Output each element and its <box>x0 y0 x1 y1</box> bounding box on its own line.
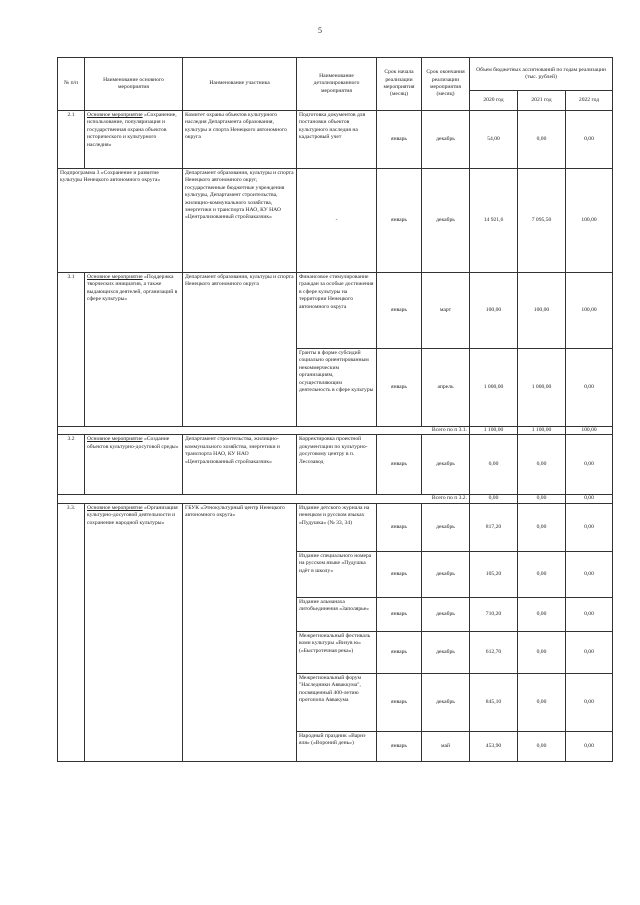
row-num: 3.3. <box>58 503 85 761</box>
end-cell: декабрь <box>422 435 470 495</box>
value-2020: 105,20 <box>470 551 518 597</box>
value-2021: 0,00 <box>518 503 566 551</box>
value-2022: 0,00 <box>566 731 613 761</box>
detail-cell: Гранты в форме субсидий социально ориентированным некоммерческим организациям, осуществляющим деятельность в сфере культуры <box>297 349 377 427</box>
value-2021: 100,00 <box>518 273 566 349</box>
start-cell: январь <box>377 631 422 673</box>
total-row <box>58 427 613 435</box>
end-cell: декабрь <box>422 551 470 597</box>
budget-table <box>57 57 613 762</box>
detail-cell: Издание детского журнала на ненецком и русском языках «Пудушка» (№ 33, 34) <box>297 503 377 551</box>
start-cell: январь <box>377 435 422 495</box>
total-row <box>58 495 613 503</box>
end-cell: март <box>422 273 470 349</box>
value-2020: 710,20 <box>470 597 518 631</box>
main-event-label: Основное мероприятие <box>87 112 143 118</box>
main-event-cell <box>85 273 183 427</box>
main-event-text: «Создание объектов культурно-досуговой среды» <box>87 436 179 450</box>
value-2022: 0,00 <box>566 349 613 427</box>
start-cell: январь <box>377 673 422 731</box>
value-2021: 0,00 <box>518 597 566 631</box>
detail-cell: Народный праздник «Варнэ яля» («Вороний день») <box>297 731 377 761</box>
main-event-label: Основное мероприятие <box>87 504 143 511</box>
total-label: Всего по п 3.1. <box>58 427 470 435</box>
value-2022: 0,00 <box>566 551 613 597</box>
detail-cell: Издание альманаха литобъединения «Заполярье» <box>297 597 377 631</box>
main-event-cell <box>85 503 183 761</box>
value-2020: 612,70 <box>470 631 518 673</box>
header-start: Срок начала реализации мероприятия (месяц) <box>377 58 422 111</box>
participant-cell: Департамент образования, культуры и спорта Ненецкого автономного округа <box>183 273 297 427</box>
value-2021: 0,00 <box>518 111 566 169</box>
participant-cell: Департамент образования, культуры и спорта Ненецкого автономного округ, государственные бюджетные учреждения культуры, Департамент строительства, жилищно-коммунального хозяйства, энергетики и транспорта НАО, КУ НАО «Централизованный стройзаказчик» <box>183 169 297 273</box>
table-row <box>58 169 613 273</box>
start-cell: январь <box>377 349 422 427</box>
value-2021: 0,00 <box>518 435 566 495</box>
value-2022: 100,00 <box>566 169 613 273</box>
row-num: 3.2 <box>58 435 85 495</box>
value-2022: 0,00 <box>566 673 613 731</box>
value-2020: 54,00 <box>470 111 518 169</box>
subprogram-name: Подпрограмма 3 «Сохранение и развитие культуры Ненецкого автономного округа» <box>58 169 183 273</box>
value-2021: 0,00 <box>518 631 566 673</box>
header-num: № п/п <box>58 58 85 111</box>
value-2020: 1 000,00 <box>470 349 518 427</box>
total-2020: 0,00 <box>470 495 518 503</box>
page-number: 5 <box>318 26 322 35</box>
header-main-event: Наименование основного мероприятия <box>85 58 183 111</box>
value-2020: 817,20 <box>470 503 518 551</box>
header-2021: 2021 год <box>518 91 566 111</box>
table-row <box>58 273 613 349</box>
value-2020: 14 921,6 <box>470 169 518 273</box>
value-2021: 0,00 <box>518 551 566 597</box>
start-cell: январь <box>377 111 422 169</box>
end-cell: декабрь <box>422 503 470 551</box>
main-event-cell <box>85 111 183 169</box>
main-event-label: Основное мероприятие <box>87 274 143 280</box>
table-row <box>58 503 613 551</box>
end-cell: май <box>422 731 470 761</box>
value-2020: 453,90 <box>470 731 518 761</box>
header-budget: Объем бюджетных ассигнований по годам реализации (тыс. рублей) <box>470 58 613 91</box>
value-2022: 0,00 <box>566 503 613 551</box>
participant-cell: ГБУК «Этнокультурный центр Ненецкого автономного округа» <box>183 503 297 761</box>
participant-cell: Комитет охраны объектов культурного наследия Департамента образования, культуры и спорта Ненецкого автономного округа <box>183 111 297 169</box>
value-2020: 100,00 <box>470 273 518 349</box>
value-2020: 845,10 <box>470 673 518 731</box>
end-cell: декабрь <box>422 673 470 731</box>
end-cell: декабрь <box>422 631 470 673</box>
total-2022: 0,00 <box>566 495 613 503</box>
end-cell: апрель <box>422 349 470 427</box>
start-cell: январь <box>377 169 422 273</box>
total-2021: 0,00 <box>518 495 566 503</box>
start-cell: январь <box>377 503 422 551</box>
detail-cell: Финансовое стимулирование граждан за особые достижения в сфере культуры на территории Ненецкого автономного округа <box>297 273 377 349</box>
total-2022: 100,00 <box>566 427 613 435</box>
start-cell: январь <box>377 273 422 349</box>
value-2022: 0,00 <box>566 435 613 495</box>
participant-cell: Департамент строительства, жилищно-коммунального хозяйства, энергетики и транспорта НАО, КУ НАО «Централизованный стройзаказчик» <box>183 435 297 495</box>
header-2020: 2020 год <box>470 91 518 111</box>
detail-cell: Издание специального номера на русском языке «Пудушка идёт в школу» <box>297 551 377 597</box>
value-2021: 1 000,00 <box>518 349 566 427</box>
detail-cell: Подготовка документов для постановки объектов культурного наследия на кадастровый учет <box>297 111 377 169</box>
end-cell: декабрь <box>422 111 470 169</box>
main-event-cell <box>85 435 183 495</box>
main-event-text: «Поддержка творческих инициатив, а также выдающихся деятелей, организаций в сфере культуры» <box>87 274 178 303</box>
header-detail-event: Наименование детализированного мероприятия <box>297 58 377 111</box>
value-2021: 0,00 <box>518 731 566 761</box>
detail-cell: Корректировка проектной документации по культурно-досуговому центру в п. Лесозавод <box>297 435 377 495</box>
total-2020: 1 100,00 <box>470 427 518 435</box>
value-2021: 0,00 <box>518 673 566 731</box>
value-2022: 0,00 <box>566 597 613 631</box>
main-event-label: Основное мероприятие <box>87 436 143 443</box>
total-2021: 1 100,00 <box>518 427 566 435</box>
main-event-text: «Организация культурно-досуговой деятельности и сохранение народной культуры» <box>87 504 178 526</box>
start-cell: январь <box>377 731 422 761</box>
value-2020: 0,00 <box>470 435 518 495</box>
detail-cell: Межрегиональный фестиваль коми культуры «Визув ю» («Быстротечная река») <box>297 631 377 673</box>
value-2022: 100,00 <box>566 273 613 349</box>
end-cell: декабрь <box>422 597 470 631</box>
end-cell: декабрь <box>422 169 470 273</box>
detail-cell: Межрегиональный форум "Наследники Авваккума", посвященный 400-летию протопопа Аввакума <box>297 673 377 731</box>
start-cell: январь <box>377 551 422 597</box>
value-2022: 0,00 <box>566 111 613 169</box>
value-2022: 0,00 <box>566 631 613 673</box>
detail-cell: - <box>297 169 377 273</box>
header-2022: 2022 год <box>566 91 613 111</box>
total-label: Всего по п 3.2. <box>58 495 470 503</box>
start-cell: январь <box>377 597 422 631</box>
row-num: 2.1 <box>58 111 85 169</box>
value-2021: 7 095,50 <box>518 169 566 273</box>
main-event-text: «Сохранение, использование, популяризация и государственная охрана объектов исторического и культурного наследия» <box>87 112 177 148</box>
table-row <box>58 111 613 169</box>
table-row <box>58 435 613 495</box>
header-end: Срок окончания реализации мероприятия (месяц) <box>422 58 470 111</box>
row-num: 3.1 <box>58 273 85 427</box>
header-participant: Наименование участника <box>183 58 297 111</box>
